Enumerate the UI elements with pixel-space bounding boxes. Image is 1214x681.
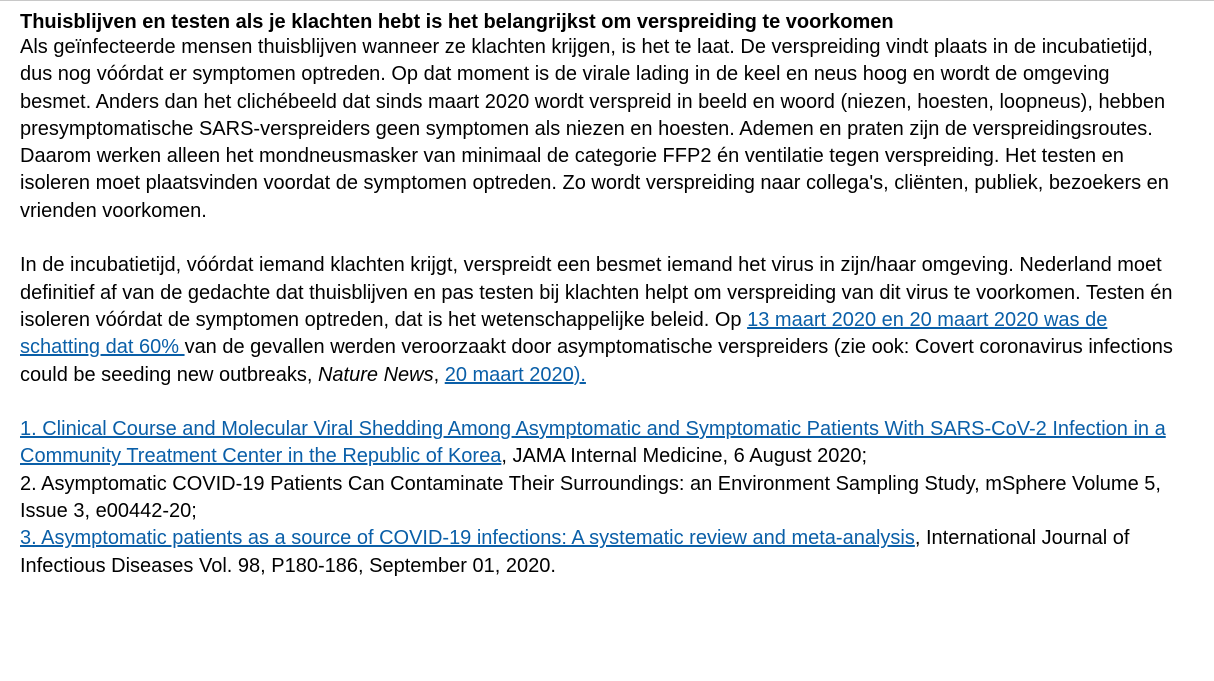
reference-3	[20, 525, 1186, 580]
nature-news-date-link[interactable]: 20 maart 2020).	[444, 363, 586, 386]
paragraph-testing-policy	[20, 252, 1186, 388]
estimate-60-percent-link[interactable]: 13 maart 2020 en 20 maart 2020 was de schatting dat 60%	[20, 308, 1108, 359]
paragraph-spacer	[20, 225, 1186, 252]
reference-1-citation: , JAMA Internal Medicine, 6 August 2020;	[501, 445, 868, 468]
paragraph-incubation-spread: Als geïnfecteerde mensen thuisblijven wanneer ze klachten krijgen, is het te laat. De verspreiding vindt plaats in de incubatietijd, dus nog vóórdat er symptomen optreden. Op dat moment is de virale lading in de keel en neus hoog en wordt de omgeving besmet. Anders dan het clichébeeld dat sinds maart 2020 wordt verspreid in beeld en woord (niezen, hoesten, loopneus), hebben presymptomatische SARS-verspreiders geen symptomen als niezen en hoesten. Ademen en praten zijn de verspreidingsroutes. Daarom werken alleen het mondneusmasker van minimaal de categorie FFP2 én ventilatie tegen verspreiding. Het testen en isoleren moet plaatsvinden voordat de symptomen optreden. Zo wordt verspreiding naar collega's, cliënten, publiek, bezoekers en vrienden voorkomen.	[20, 36, 1169, 222]
paragraph-spacer	[20, 389, 1186, 416]
paragraph-text-start: In de incubatietijd, vóórdat iemand klachten krijgt, verspreidt een besmet iemand het virus in zijn/haar omgeving. Nederland moet definitief af van de gedachte dat thuisblijven en pas testen bij klachten helpt om verspreiding van dit virus te voorkomen. Testen én isoleren vóórdat de symptomen optreden, dat is het wetenschappelijke beleid. Op	[20, 254, 1173, 331]
article-heading: Thuisblijven en testen als je klachten hebt is het belangrijkst om verspreiding te voorkomen	[20, 11, 894, 33]
reference-1-link[interactable]: 1. Clinical Course and Molecular Viral Shedding Among Asymptomatic and Symptomatic Patients With SARS-CoV-2 Infection in a Community Treatment Center in the Republic of Korea	[20, 418, 1166, 468]
reference-1	[20, 416, 1186, 471]
top-divider	[0, 0, 1214, 1]
nature-news-source: Nature News	[317, 363, 434, 386]
paragraph-text-middle: van de gevallen werden veroorzaakt door asymptomatische verspreiders (zie ook: Covert coronavirus infections could be seeding new outbreaks,	[20, 336, 1173, 386]
reference-2: 2. Asymptomatic COVID-19 Patients Can Contaminate Their Surroundings: an Environment Sampling Study, mSphere Volume 5, Issue 3, e00442-20;	[20, 472, 1161, 523]
source-separator: ,	[433, 363, 445, 386]
reference-3-citation: , International Journal of Infectious Diseases Vol. 98, P180-186, September 01, 2020.	[20, 527, 1130, 577]
reference-3-link[interactable]: 3. Asymptomatic patients as a source of COVID-19 infections: A systematic review and meta-analysis	[20, 527, 915, 550]
article-body	[20, 10, 1186, 580]
